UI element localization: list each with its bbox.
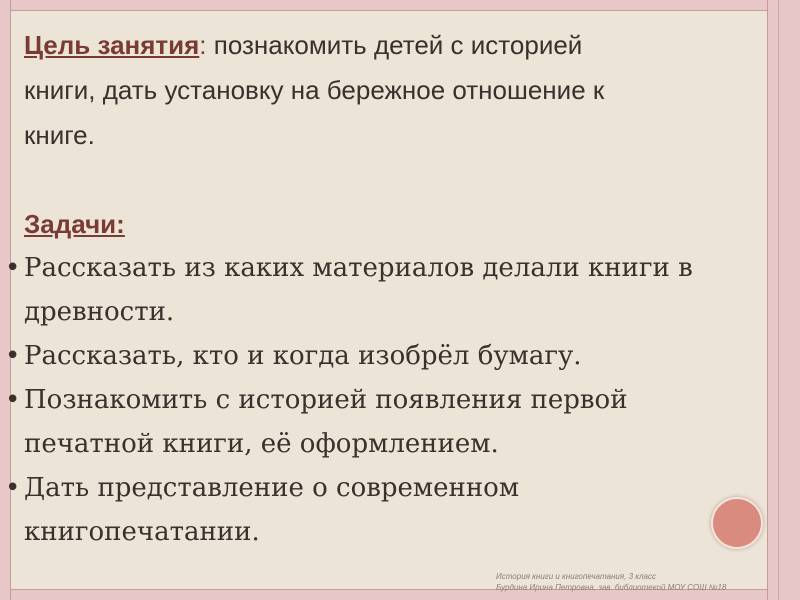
task-item <box>5 246 761 334</box>
task-line-2: книгопечатании. <box>24 517 260 547</box>
task-line-2: древности. <box>24 297 175 327</box>
border-left <box>0 0 11 600</box>
goal-colon: : <box>199 30 207 60</box>
decorative-circle-icon <box>713 499 761 547</box>
task-item <box>5 334 761 378</box>
tasks-title: Задачи: <box>24 209 125 239</box>
tasks-list <box>5 246 761 554</box>
task-line-1: Дать представление о современном <box>24 473 520 503</box>
bullet-icon: • <box>5 341 21 371</box>
task-line-1: Рассказать, кто и когда изобрёл бумагу. <box>24 341 582 371</box>
task-line-1: Познакомить с историей появления первой <box>24 385 628 415</box>
bullet-icon: • <box>5 473 21 503</box>
task-line-1: Рассказать из каких материалов делали книги в <box>24 253 693 283</box>
slide-footer <box>496 571 766 593</box>
border-right <box>767 0 800 600</box>
task-item <box>5 466 761 554</box>
goal-text-line-3: книге. <box>24 120 95 150</box>
goal-text-line-2: книги, дать установку на бережное отношение к <box>24 75 605 105</box>
footer-line-1: История книги и книгопечатания, 3 класс <box>496 572 656 581</box>
footer-line-2: Бурдина Ирина Петровна, зав. библиотекой МОУ СОШ №18 <box>496 583 727 592</box>
goal-paragraph <box>13 23 761 158</box>
goal-text-line-1: познакомить детей с историей <box>206 30 583 60</box>
goal-label: Цель занятия <box>24 30 200 60</box>
task-line-2: печатной книги, её оформлением. <box>24 429 499 459</box>
border-top <box>0 0 800 11</box>
content-panel <box>5 11 767 592</box>
bullet-icon: • <box>5 253 21 283</box>
slide-content <box>5 23 761 554</box>
task-item <box>5 378 761 466</box>
bullet-icon: • <box>5 385 21 415</box>
